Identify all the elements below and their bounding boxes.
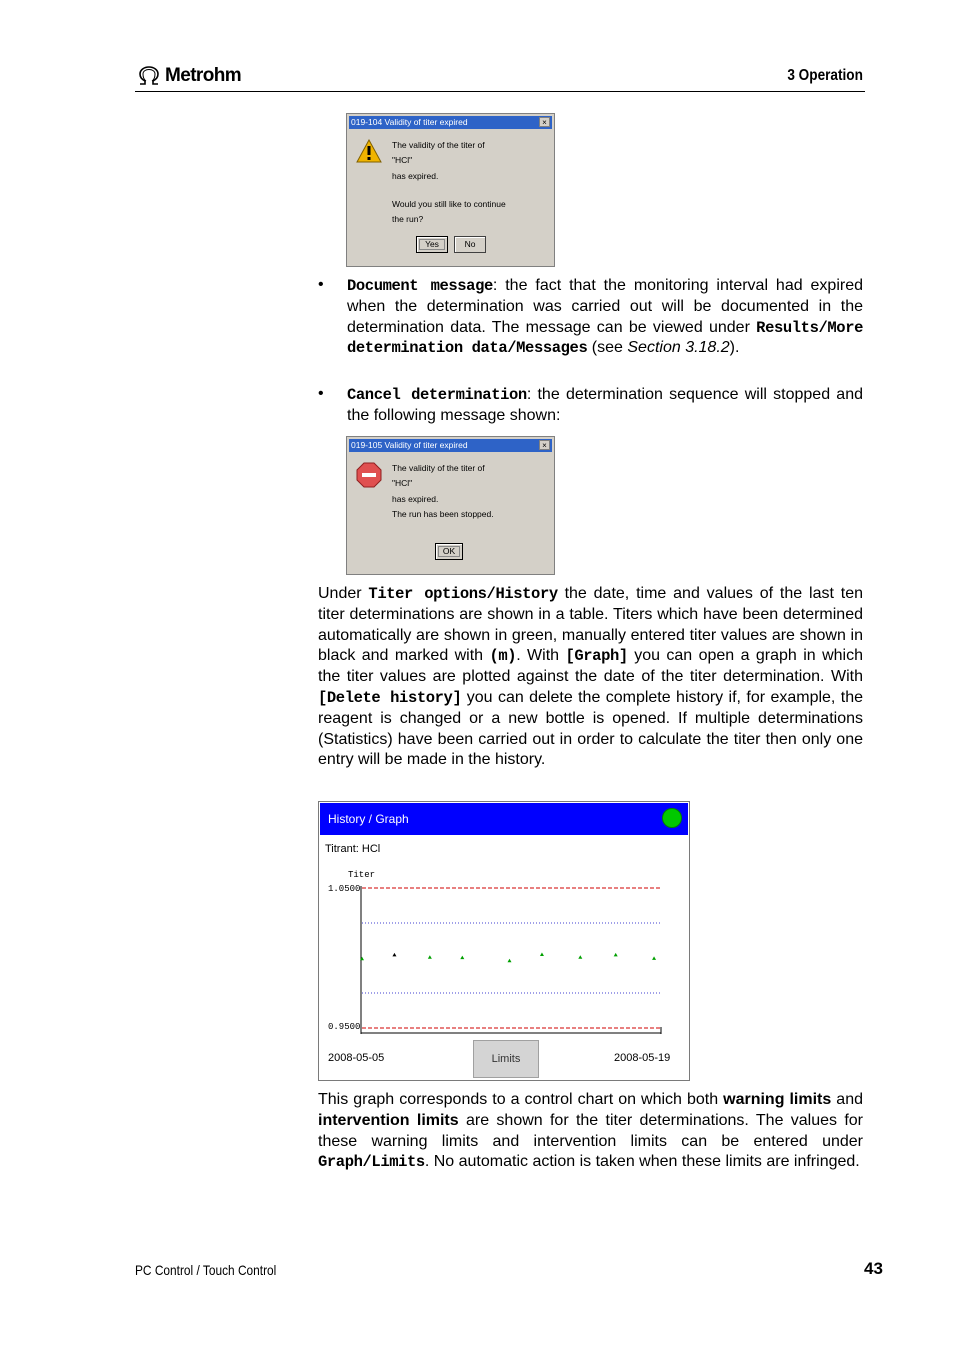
data-point <box>540 953 544 957</box>
body-text: and <box>831 1091 864 1108</box>
dialog-title-bar <box>349 439 552 452</box>
bullet-text: : the determination sequence will stopped and the following message shown: <box>347 386 864 424</box>
control-chart-paragraph <box>318 1090 863 1173</box>
page-number: 43 <box>864 1259 883 1278</box>
footer-product-name: PC Control / Touch Control <box>135 1262 277 1278</box>
graph-window-title: History / Graph <box>328 812 409 826</box>
body-text: . With <box>516 647 566 665</box>
titer-history-paragraph <box>318 584 863 771</box>
manual-marker: (m) <box>489 647 517 666</box>
data-point <box>652 956 656 960</box>
bullet-cancel-determination <box>347 385 863 427</box>
menu-path: Results <box>756 318 819 337</box>
body-text: are shown for the titer determinations. The values for these warning limits and intervention limits can be entered under <box>318 1111 864 1150</box>
section-title: 3 Operation <box>787 67 863 84</box>
bullet-text: ). <box>729 339 740 357</box>
button-reference: [Graph] <box>565 647 628 666</box>
menu-path: Limits <box>371 1153 425 1172</box>
titer-expired-stop-dialog <box>346 436 555 575</box>
menu-separator: / <box>486 585 496 603</box>
stop-icon <box>356 462 382 488</box>
warning-icon <box>356 139 382 163</box>
button-reference: [Delete history] <box>318 688 462 707</box>
menu-separator: / <box>818 318 828 337</box>
no-button[interactable]: No <box>454 236 486 253</box>
menu-separator: / <box>362 1153 372 1172</box>
titrant-label: Titrant: HCl <box>325 843 381 855</box>
brand-name: Metrohm <box>165 65 242 86</box>
section-reference: Section 3.18.2 <box>627 339 730 357</box>
y-axis-label: Titer <box>348 870 376 880</box>
menu-path: Graph <box>318 1153 363 1172</box>
x-end-date: 2008-05-19 <box>614 1052 671 1064</box>
data-point <box>392 953 396 957</box>
emphasis-term: warning limits <box>723 1091 832 1108</box>
y-tick-label: 1.0500 <box>328 884 361 894</box>
dialog-text-line: has expired. <box>392 171 439 181</box>
bullet-text: (see <box>587 339 628 357</box>
titer-chart <box>319 802 689 1080</box>
bullet-marker: • <box>318 276 324 293</box>
yes-button[interactable]: Yes <box>416 236 448 253</box>
body-text: Under <box>318 585 369 602</box>
data-point <box>614 953 618 957</box>
emphasis-term: intervention limits <box>318 1111 459 1129</box>
dialog-text-line: has expired. <box>392 494 439 504</box>
option-term: Cancel determination <box>347 386 527 404</box>
body-text: you can open a graph in which the titer values are plotted against the date of the titer determination. With <box>318 647 863 686</box>
data-point <box>578 955 582 959</box>
ok-button[interactable]: OK <box>435 543 463 560</box>
close-button[interactable]: × <box>539 440 550 450</box>
body-text: the date, time and values of the last ten titer determinations are shown in a table. Titers which have been determined automatically are shown in green, manually entered titer values are shown in black and marked with <box>318 585 863 665</box>
bullet-marker: • <box>318 385 324 402</box>
menu-path: More determination data <box>347 318 863 358</box>
dialog-text-line: the run? <box>392 214 424 224</box>
body-text: you can delete the complete history if, for example, the reagent is changed or a new bottle is opened. If multiple determinations (Statistics) have been carried out in order to calculate the titer then only one entry will be made in the history. <box>318 688 863 769</box>
titer-expired-warning-dialog <box>346 113 555 267</box>
menu-path: History <box>495 585 558 603</box>
omega-logo-icon <box>137 66 161 86</box>
dialog-text-line: The validity of the titer of <box>392 140 485 150</box>
dialog-title: 019-104 Validity of titer expired <box>351 117 468 127</box>
data-point <box>460 956 464 960</box>
dialog-title-bar <box>349 116 552 129</box>
close-button[interactable]: × <box>539 117 550 127</box>
dialog-title: 019-105 Validity of titer expired <box>351 440 468 450</box>
menu-separator: / <box>507 339 517 358</box>
y-tick-label: 0.9500 <box>328 1022 361 1032</box>
dialog-text-line: "HCl" <box>392 155 413 165</box>
menu-path: Messages <box>516 339 588 358</box>
bullet-text: : the fact that the monitoring interval had expired when the determination was carried out will be documented in the determination data. The message can be viewed under <box>347 277 863 336</box>
menu-path: Titer options <box>368 585 487 603</box>
bullet-document-message <box>347 276 863 359</box>
dialog-text-line: The validity of the titer of <box>392 463 485 473</box>
x-start-date: 2008-05-05 <box>328 1052 385 1064</box>
dialog-text-line: The run has been stopped. <box>392 509 494 519</box>
option-term: Document message <box>347 277 493 295</box>
dialog-text-line: Would you still like to continue <box>392 199 506 209</box>
body-text: This graph corresponds to a control chart on which both <box>318 1091 724 1108</box>
body-text: . No automatic action is taken when these limits are infringed. <box>424 1153 860 1171</box>
data-point <box>428 955 432 959</box>
history-graph-window <box>318 801 690 1081</box>
data-point <box>508 959 512 963</box>
limits-button[interactable]: Limits <box>473 1040 539 1078</box>
header-rule <box>135 91 865 92</box>
metrohm-logo <box>137 64 241 88</box>
dialog-text-line: "HCl" <box>392 478 413 488</box>
